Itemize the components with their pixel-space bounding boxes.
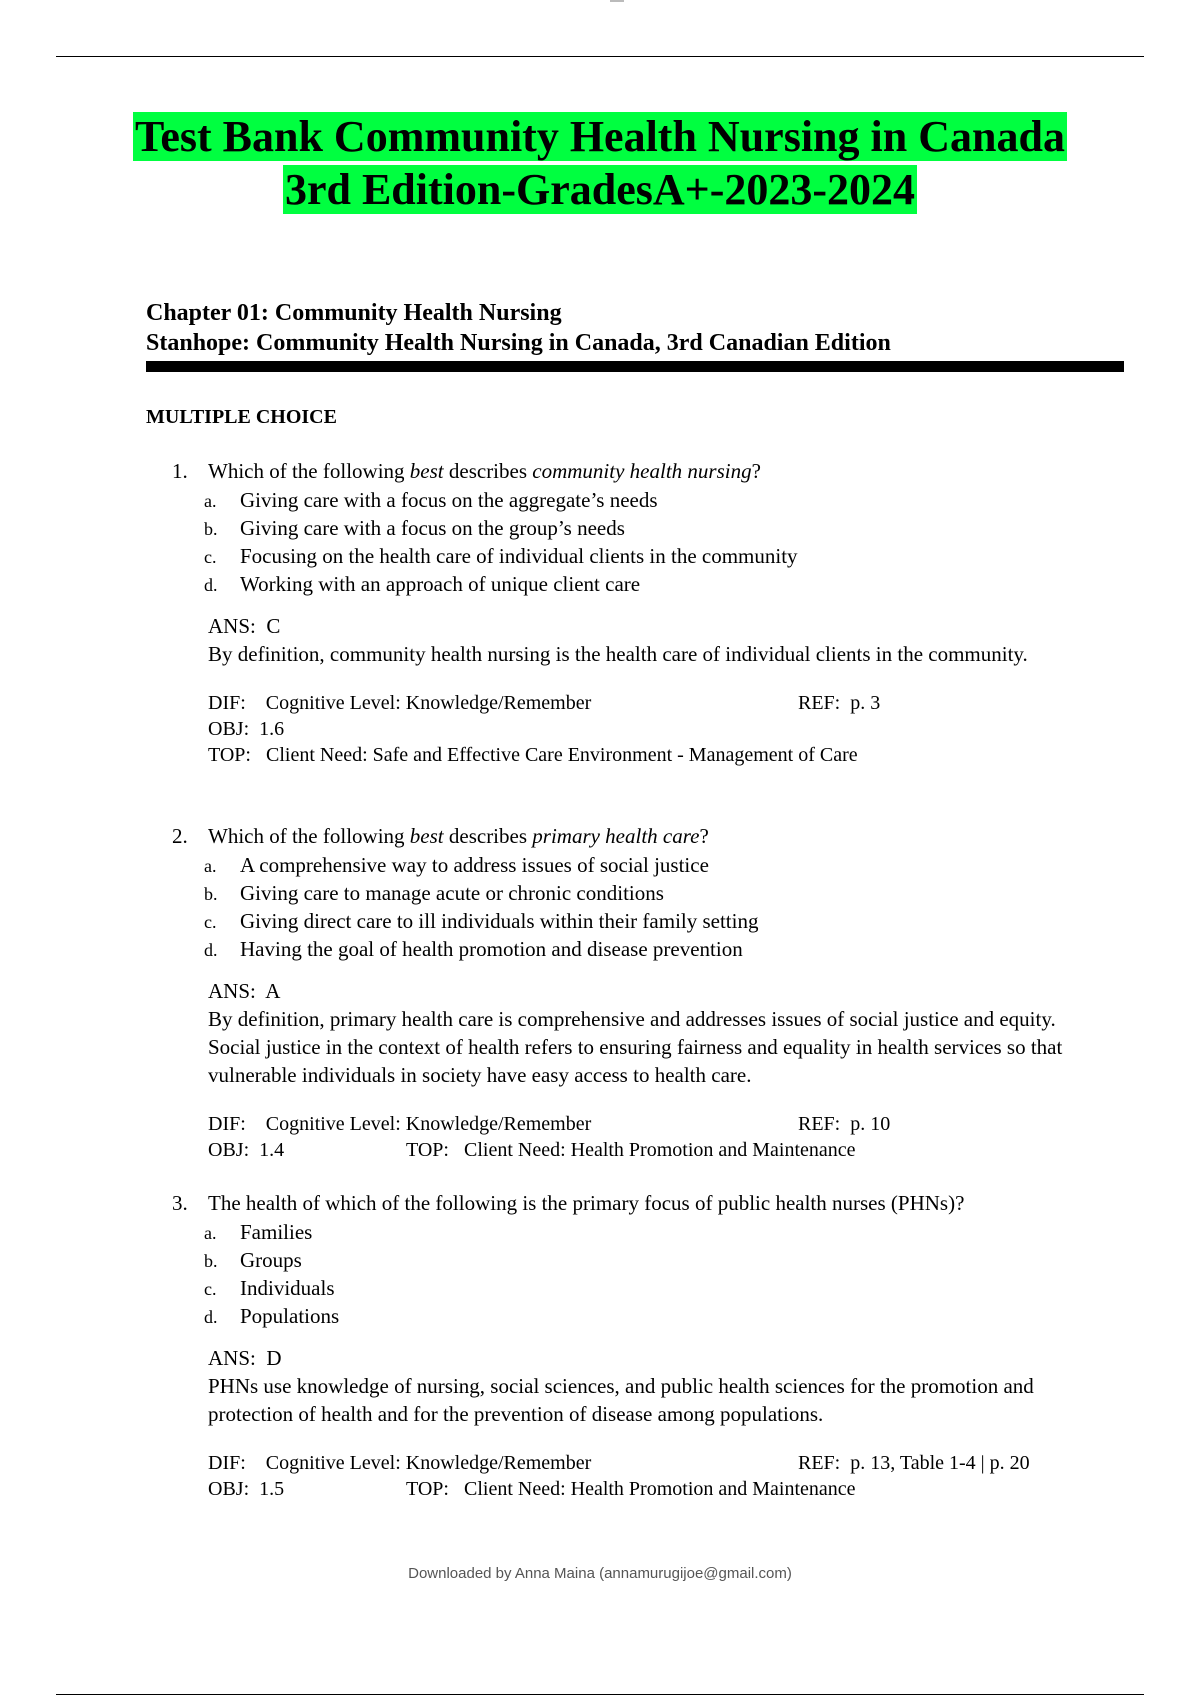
- answer-block: [172, 977, 1122, 1089]
- option-letter: b.: [204, 1251, 218, 1271]
- stem-text: Which of the following: [208, 459, 410, 483]
- answer-option: [172, 879, 1122, 907]
- book-title: Stanhope: Community Health Nursing in Canada, 3rd Canadian Edition: [146, 330, 891, 356]
- obj-label: OBJ:: [208, 1478, 250, 1500]
- answer-key: [208, 977, 1122, 1005]
- top-label: TOP:: [208, 744, 251, 766]
- section-heading: MULTIPLE CHOICE: [146, 406, 337, 428]
- answer-key: [208, 1344, 1122, 1372]
- question-number: 2.: [172, 824, 188, 848]
- chapter-title: Chapter 01: Community Health Nursing: [146, 300, 562, 326]
- obj-label: OBJ:: [208, 718, 250, 740]
- ref-value: p. 10: [850, 1113, 891, 1135]
- answer-option: [172, 851, 1122, 879]
- option-text: Giving direct care to ill individuals within their family setting: [240, 909, 759, 933]
- answer-value: D: [266, 1346, 282, 1370]
- obj-value: 1.6: [259, 718, 285, 740]
- option-text: Populations: [240, 1304, 340, 1328]
- option-letter: c.: [204, 1279, 217, 1299]
- ref-value: p. 13, Table 1-4 | p. 20: [850, 1452, 1030, 1474]
- question-2: [172, 822, 1122, 1163]
- top-value: Client Need: Health Promotion and Maintenance: [463, 1478, 856, 1500]
- answer-option: [172, 570, 1122, 598]
- obj-value: 1.4: [259, 1139, 285, 1161]
- option-text: Families: [240, 1220, 313, 1244]
- chapter-header: [146, 298, 891, 358]
- option-text: Working with an approach of unique client care: [240, 572, 641, 596]
- dif-value: Cognitive Level: Knowledge/Remember: [265, 1113, 592, 1135]
- answer-option: [172, 1218, 1122, 1246]
- dif-label: DIF:: [208, 692, 246, 714]
- answer-option: [172, 514, 1122, 542]
- question-3: [172, 1189, 1122, 1502]
- question-stem: [172, 1189, 1122, 1218]
- question-metadata: [172, 1111, 1122, 1163]
- option-text: Giving care to manage acute or chronic conditions: [240, 881, 664, 905]
- question-stem: [172, 822, 1122, 851]
- answer-option: [172, 1302, 1122, 1330]
- answer-block: [172, 612, 1122, 668]
- page-top-mark: [610, 0, 624, 2]
- stem-text: describes: [443, 824, 533, 848]
- stem-emphasis: best: [409, 459, 444, 483]
- document-title: [0, 110, 1200, 216]
- answer-option: [172, 1246, 1122, 1274]
- answer-option: [172, 1274, 1122, 1302]
- option-letter: a.: [204, 856, 217, 876]
- top-value: Client Need: Safe and Effective Care Environment - Management of Care: [265, 744, 858, 766]
- answer-label: ANS:: [208, 1346, 256, 1370]
- stem-emphasis: primary health care: [532, 824, 700, 848]
- answer-option: [172, 486, 1122, 514]
- rationale: PHNs use knowledge of nursing, social sciences, and public health sciences for the promotion and protection of health and for the prevention of disease among populations.: [208, 1374, 1034, 1426]
- dif-label: DIF:: [208, 1452, 246, 1474]
- dif-value: Cognitive Level: Knowledge/Remember: [265, 692, 592, 714]
- obj-value: 1.5: [259, 1478, 285, 1500]
- option-letter: d.: [204, 940, 218, 960]
- option-text: Groups: [240, 1248, 302, 1272]
- answer-label: ANS:: [208, 979, 256, 1003]
- answer-option: [172, 907, 1122, 935]
- option-text: Giving care with a focus on the group’s needs: [240, 516, 625, 540]
- stem-text: describes: [443, 459, 533, 483]
- option-text: Focusing on the health care of individual clients in the community: [240, 544, 798, 568]
- answer-option: [172, 935, 1122, 963]
- option-letter: c.: [204, 547, 217, 567]
- top-rule: [56, 56, 1144, 57]
- rationale: By definition, community health nursing is the health care of individual clients in the community.: [208, 642, 1028, 666]
- ref-label: REF:: [798, 1113, 841, 1135]
- title-line-1: Test Bank Community Health Nursing in Canada: [135, 112, 1065, 161]
- option-letter: b.: [204, 884, 218, 904]
- top-value: Client Need: Health Promotion and Maintenance: [463, 1139, 856, 1161]
- option-letter: a.: [204, 491, 217, 511]
- ref-label: REF:: [798, 1452, 841, 1474]
- title-line-2: 3rd Edition-GradesA+-2023-2024: [284, 165, 916, 214]
- question-stem: [172, 457, 1122, 486]
- answer-block: [172, 1344, 1122, 1428]
- answer-label: ANS:: [208, 614, 256, 638]
- question-number: 3.: [172, 1191, 188, 1215]
- ref-label: REF:: [798, 692, 841, 714]
- option-letter: b.: [204, 519, 218, 539]
- top-label: TOP:: [406, 1139, 449, 1161]
- rationale: By definition, primary health care is comprehensive and addresses issues of social justice and equity. Social justice in the context of health refers to ensuring fairness and equality in health services so that vulnerable individuals in society have easy access to health care.: [208, 1007, 1063, 1087]
- answer-option: [172, 542, 1122, 570]
- download-footer: Downloaded by Anna Maina (annamurugijoe@gmail.com): [408, 1565, 792, 1582]
- chapter-divider: [146, 361, 1124, 372]
- answer-value: A: [265, 979, 281, 1003]
- option-letter: c.: [204, 912, 217, 932]
- answer-value: C: [266, 614, 281, 638]
- bottom-rule: [56, 1694, 1144, 1695]
- top-label: TOP:: [406, 1478, 449, 1500]
- question-metadata: [172, 1450, 1122, 1502]
- option-text: Having the goal of health promotion and disease prevention: [240, 937, 743, 961]
- question-1: [172, 457, 1122, 768]
- question-metadata: [172, 690, 1122, 768]
- stem-text: Which of the following: [208, 824, 410, 848]
- stem-emphasis: community health nursing: [532, 459, 752, 483]
- dif-label: DIF:: [208, 1113, 246, 1135]
- obj-label: OBJ:: [208, 1139, 250, 1161]
- option-letter: a.: [204, 1223, 217, 1243]
- stem-emphasis: best: [409, 824, 444, 848]
- dif-value: Cognitive Level: Knowledge/Remember: [265, 1452, 592, 1474]
- ref-value: p. 3: [850, 692, 881, 714]
- question-number: 1.: [172, 459, 188, 483]
- stem-text: ?: [699, 824, 709, 848]
- option-text: Individuals: [240, 1276, 335, 1300]
- answer-key: [208, 612, 1122, 640]
- option-text: Giving care with a focus on the aggregate’s needs: [240, 488, 658, 512]
- option-letter: d.: [204, 575, 218, 595]
- option-text: A comprehensive way to address issues of social justice: [240, 853, 709, 877]
- stem-text: ?: [751, 459, 761, 483]
- option-letter: d.: [204, 1307, 218, 1327]
- stem-text: The health of which of the following is the primary focus of public health nurses (PHNs)?: [208, 1191, 965, 1215]
